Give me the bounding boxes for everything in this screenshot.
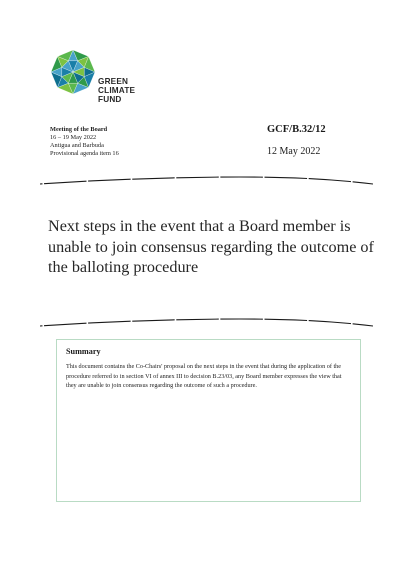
meeting-dates: 16 – 19 May 2022 — [50, 134, 97, 141]
meeting-heading: Meeting of the Board — [50, 126, 108, 133]
logo-line-1: GREEN — [98, 77, 129, 86]
document-title: Next steps in the event that a Board member is unable to join consensus regarding the outcome of the balloting procedure — [48, 217, 374, 276]
meeting-location: Antigua and Barbuda — [50, 142, 104, 149]
summary-text: This document contains the Co-Chairs' proposal on the next steps in the event that during the application of the procedure referred to in section VI of annex III to decision B.23/03, any Board member expresses the view that they are unable to join consensus regarding the outcome of such a procedure. — [66, 363, 342, 390]
logo-line-2: CLIMATE — [98, 86, 136, 96]
document-date: 12 May 2022 — [267, 146, 321, 157]
document-code: GCF/B.32/12 — [267, 124, 326, 135]
summary-heading: Summary — [66, 347, 101, 356]
agenda-item: Provisional agenda item 16 — [50, 150, 119, 157]
logo-line-3: FUND — [98, 95, 122, 105]
wave-divider-bottom — [40, 318, 373, 332]
document-reference — [267, 124, 363, 158]
summary-box — [56, 339, 361, 502]
logo-wordmark — [98, 77, 135, 105]
wave-divider-top — [40, 176, 373, 190]
meeting-info — [50, 126, 119, 158]
